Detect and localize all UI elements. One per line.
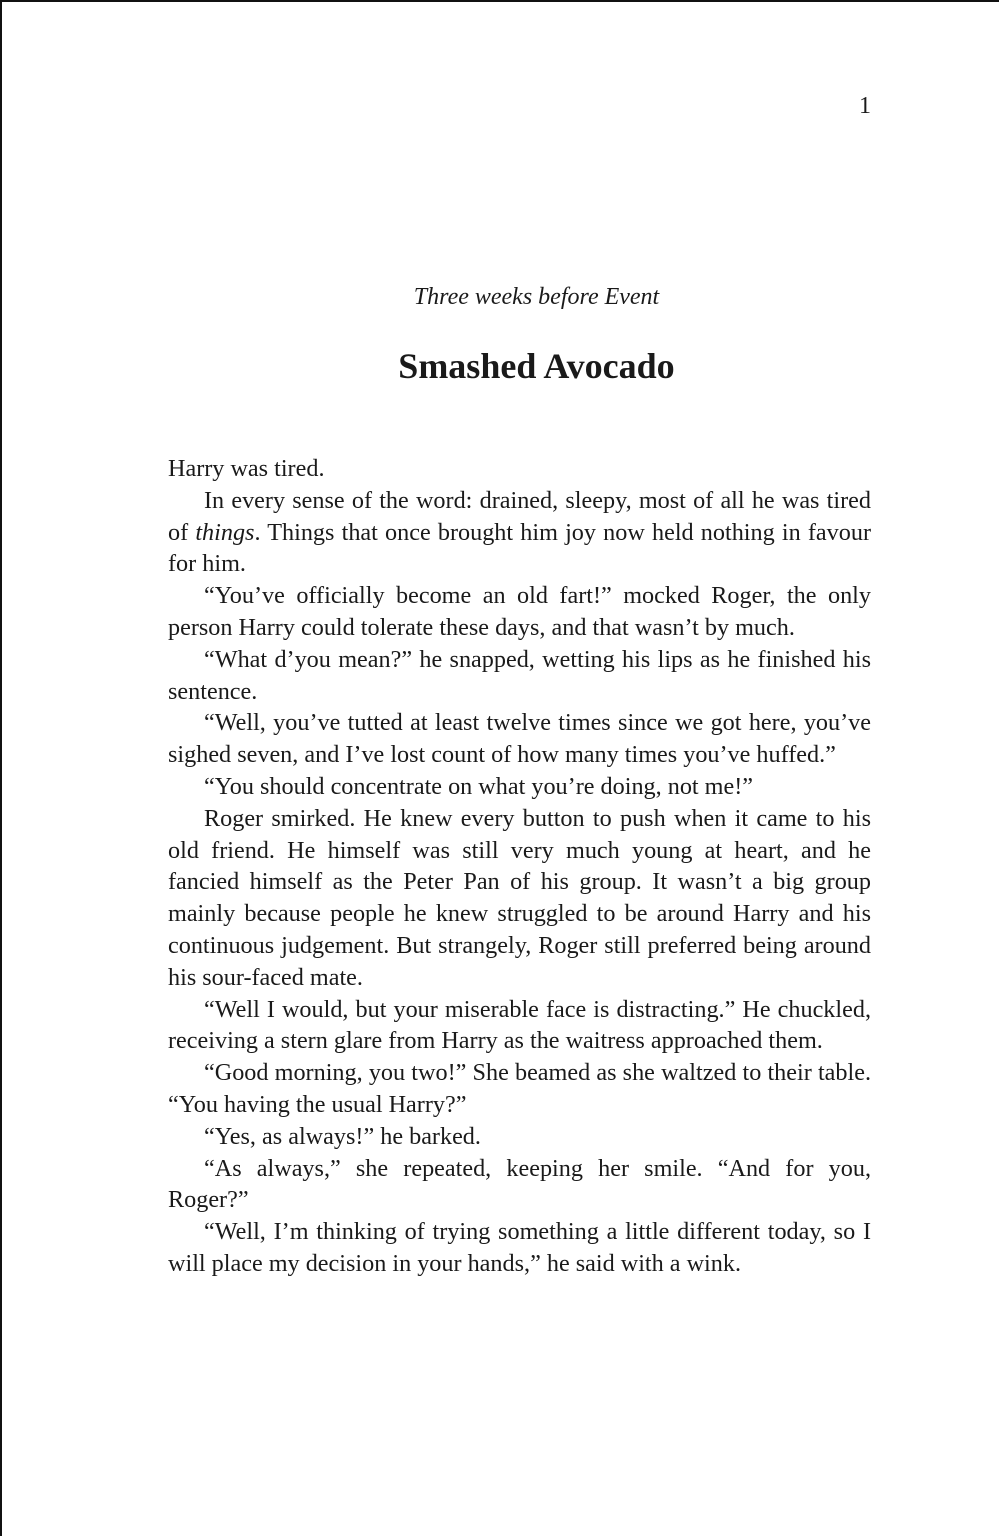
paragraph-text: . Things that once brought him joy now held nothing in favour for him. (168, 518, 871, 578)
paragraph: “As always,” she repeated, keeping her smile. “And for you, Roger?” (168, 1154, 871, 1214)
paragraph-text: In every sense of the word: drained, sleepy, most of all he was tired of (168, 486, 871, 546)
paragraph: Roger smirked. He knew every button to push when it came to his old friend. He himself was still very much young at heart, and he fancied himself as the Peter Pan of his group. It wasn’t a big group mainly because people he knew struggled to be around Harry and his continuous judgement. But strangely, Roger still preferred being around his sour-faced mate. (168, 804, 871, 991)
chapter-body (168, 453, 871, 1280)
paragraph: “Yes, as always!” he barked. (204, 1122, 481, 1150)
page-number: 1 (859, 93, 871, 119)
paragraph: “Good morning, you two!” She beamed as she waltzed to their table. “You having the usual Harry?” (168, 1059, 871, 1118)
emphasis-text: things (195, 518, 255, 546)
paragraph: Harry was tired. (168, 455, 325, 482)
chapter-title: Smashed Avocado (398, 346, 675, 386)
paragraph: “What d’you mean?” he snapped, wetting his lips as he finished his sentence. (168, 645, 871, 705)
paragraph: “Well I would, but your miserable face is distracting.” He chuckled, receiving a stern glare from Harry as the waitress approached them. (168, 995, 871, 1055)
paragraph: “Well, I’m thinking of trying something a little different today, so I will place my decision in your hands,” he said with a wink. (168, 1218, 871, 1277)
chapter-subtitle: Three weeks before Event (413, 284, 660, 310)
paragraph: “Well, you’ve tutted at least twelve times since we got here, you’ve sighed seven, and I’ve lost count of how many times you’ve huffed.” (168, 709, 871, 769)
paragraph: “You’ve officially become an old fart!” mocked Roger, the only person Harry could tolerate these days, and that wasn’t by much. (168, 582, 871, 641)
paragraph: “You should concentrate on what you’re doing, not me!” (204, 772, 754, 800)
paragraph (168, 485, 871, 580)
